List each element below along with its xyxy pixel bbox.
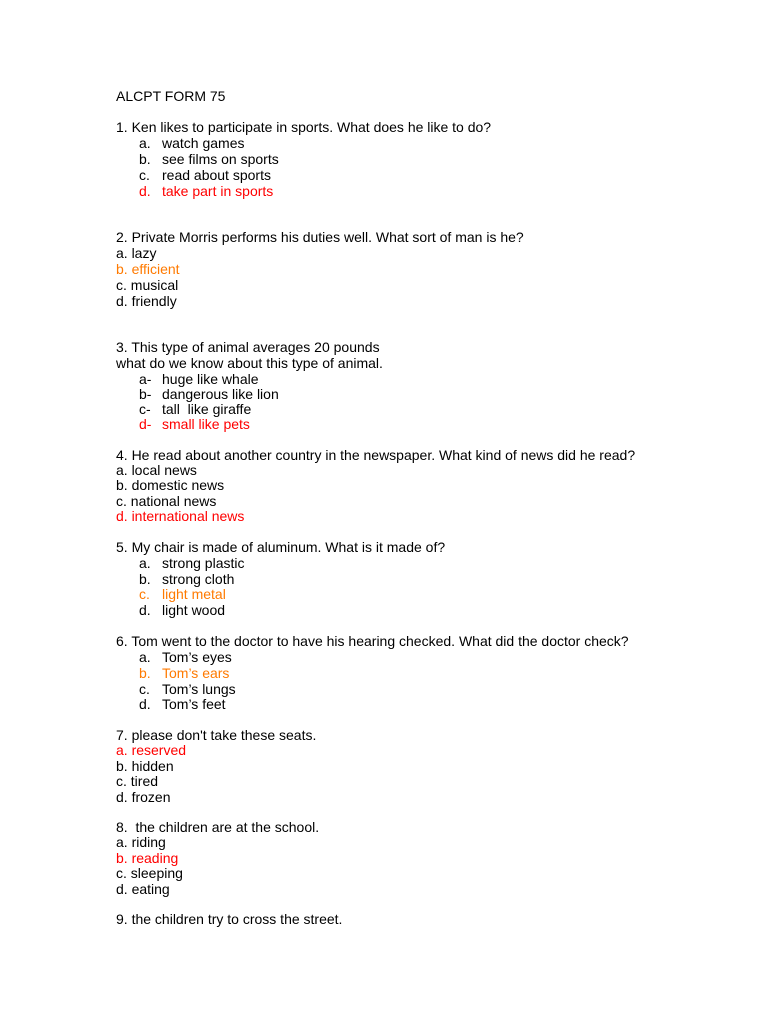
q6-option-c-label: c. [139, 681, 150, 697]
q1-option-d-text: take part in sports [162, 183, 274, 199]
q3-option-b-text: dangerous like lion [162, 386, 279, 402]
q1-option-b-text: see films on sports [162, 151, 279, 167]
question-3: 3. This type of animal averages 20 pounds [116, 339, 380, 355]
q4-option-b: b. domestic news [116, 477, 225, 493]
question-1: 1. Ken likes to participate in sports. What does he like to do? [116, 119, 492, 135]
q5-option-d-text: light wood [162, 602, 226, 618]
q7-option-d: d. frozen [116, 789, 171, 805]
q1-option-c-text: read about sports [162, 167, 271, 183]
q4-option-c: c. national news [116, 493, 217, 509]
q2-option-a: a. lazy [116, 245, 157, 261]
q4-option-a: a. local news [116, 462, 197, 478]
question-2: 2. Private Morris performs his duties well. What sort of man is he? [116, 229, 524, 245]
q8-option-c: c. sleeping [116, 865, 183, 881]
q2-option-c: c. musical [116, 277, 179, 293]
question-4: 4. He read about another country in the newspaper. What kind of news did he read? [116, 447, 636, 463]
q3-option-c-label: c- [139, 401, 151, 417]
q6-option-a-label: a. [139, 649, 151, 665]
q7-option-a: a. reserved [116, 742, 187, 758]
q3-option-c-text: tall like giraffe [162, 401, 252, 417]
q1-option-c-label: c. [139, 167, 150, 183]
q5-option-a-label: a. [139, 555, 151, 571]
q2-option-b: b. efficient [116, 261, 180, 277]
q8-option-d: d. eating [116, 881, 170, 897]
q1-option-a-label: a. [139, 135, 151, 151]
q6-option-d-label: d. [139, 696, 151, 712]
question-8: 8. the children are at the school. [116, 819, 320, 835]
q5-option-c-label: c. [139, 586, 150, 602]
question-9: 9. the children try to cross the street. [116, 911, 343, 927]
q3-option-d-text: small like pets [162, 416, 250, 432]
q6-option-b-label: b. [139, 665, 151, 681]
q3-option-d-label: d- [139, 416, 152, 432]
question-5: 5. My chair is made of aluminum. What is it made of? [116, 539, 446, 555]
q8-option-a: a. riding [116, 834, 166, 850]
q4-option-d: d. international news [116, 508, 245, 524]
question-6: 6. Tom went to the doctor to have his hearing checked. What did the doctor check? [116, 633, 629, 649]
q3-option-b-label: b- [139, 386, 152, 402]
q1-option-a-text: watch games [162, 135, 245, 151]
q2-option-d: d. friendly [116, 293, 177, 309]
q6-option-b-text: Tom’s ears [162, 665, 230, 681]
q7-option-c: c. tired [116, 773, 159, 789]
question-7: 7. please don't take these seats. [116, 727, 317, 743]
q5-option-d-label: d. [139, 602, 151, 618]
q5-option-a-text: strong plastic [162, 555, 245, 571]
q6-option-c-text: Tom’s lungs [162, 681, 236, 697]
question-3-line-2: what do we know about this type of animal. [116, 355, 383, 371]
q1-option-b-label: b. [139, 151, 151, 167]
q6-option-d-text: Tom’s feet [162, 696, 226, 712]
document-title: ALCPT FORM 75 [116, 88, 226, 104]
q5-option-c-text: light metal [162, 586, 226, 602]
q5-option-b-label: b. [139, 571, 151, 587]
q1-option-d-label: d. [139, 183, 151, 199]
q3-option-a-text: huge like whale [162, 371, 259, 387]
q5-option-b-text: strong cloth [162, 571, 235, 587]
q6-option-a-text: Tom’s eyes [162, 649, 232, 665]
q8-option-b: b. reading [116, 850, 179, 866]
q7-option-b: b. hidden [116, 758, 174, 774]
q3-option-a-label: a- [139, 371, 152, 387]
